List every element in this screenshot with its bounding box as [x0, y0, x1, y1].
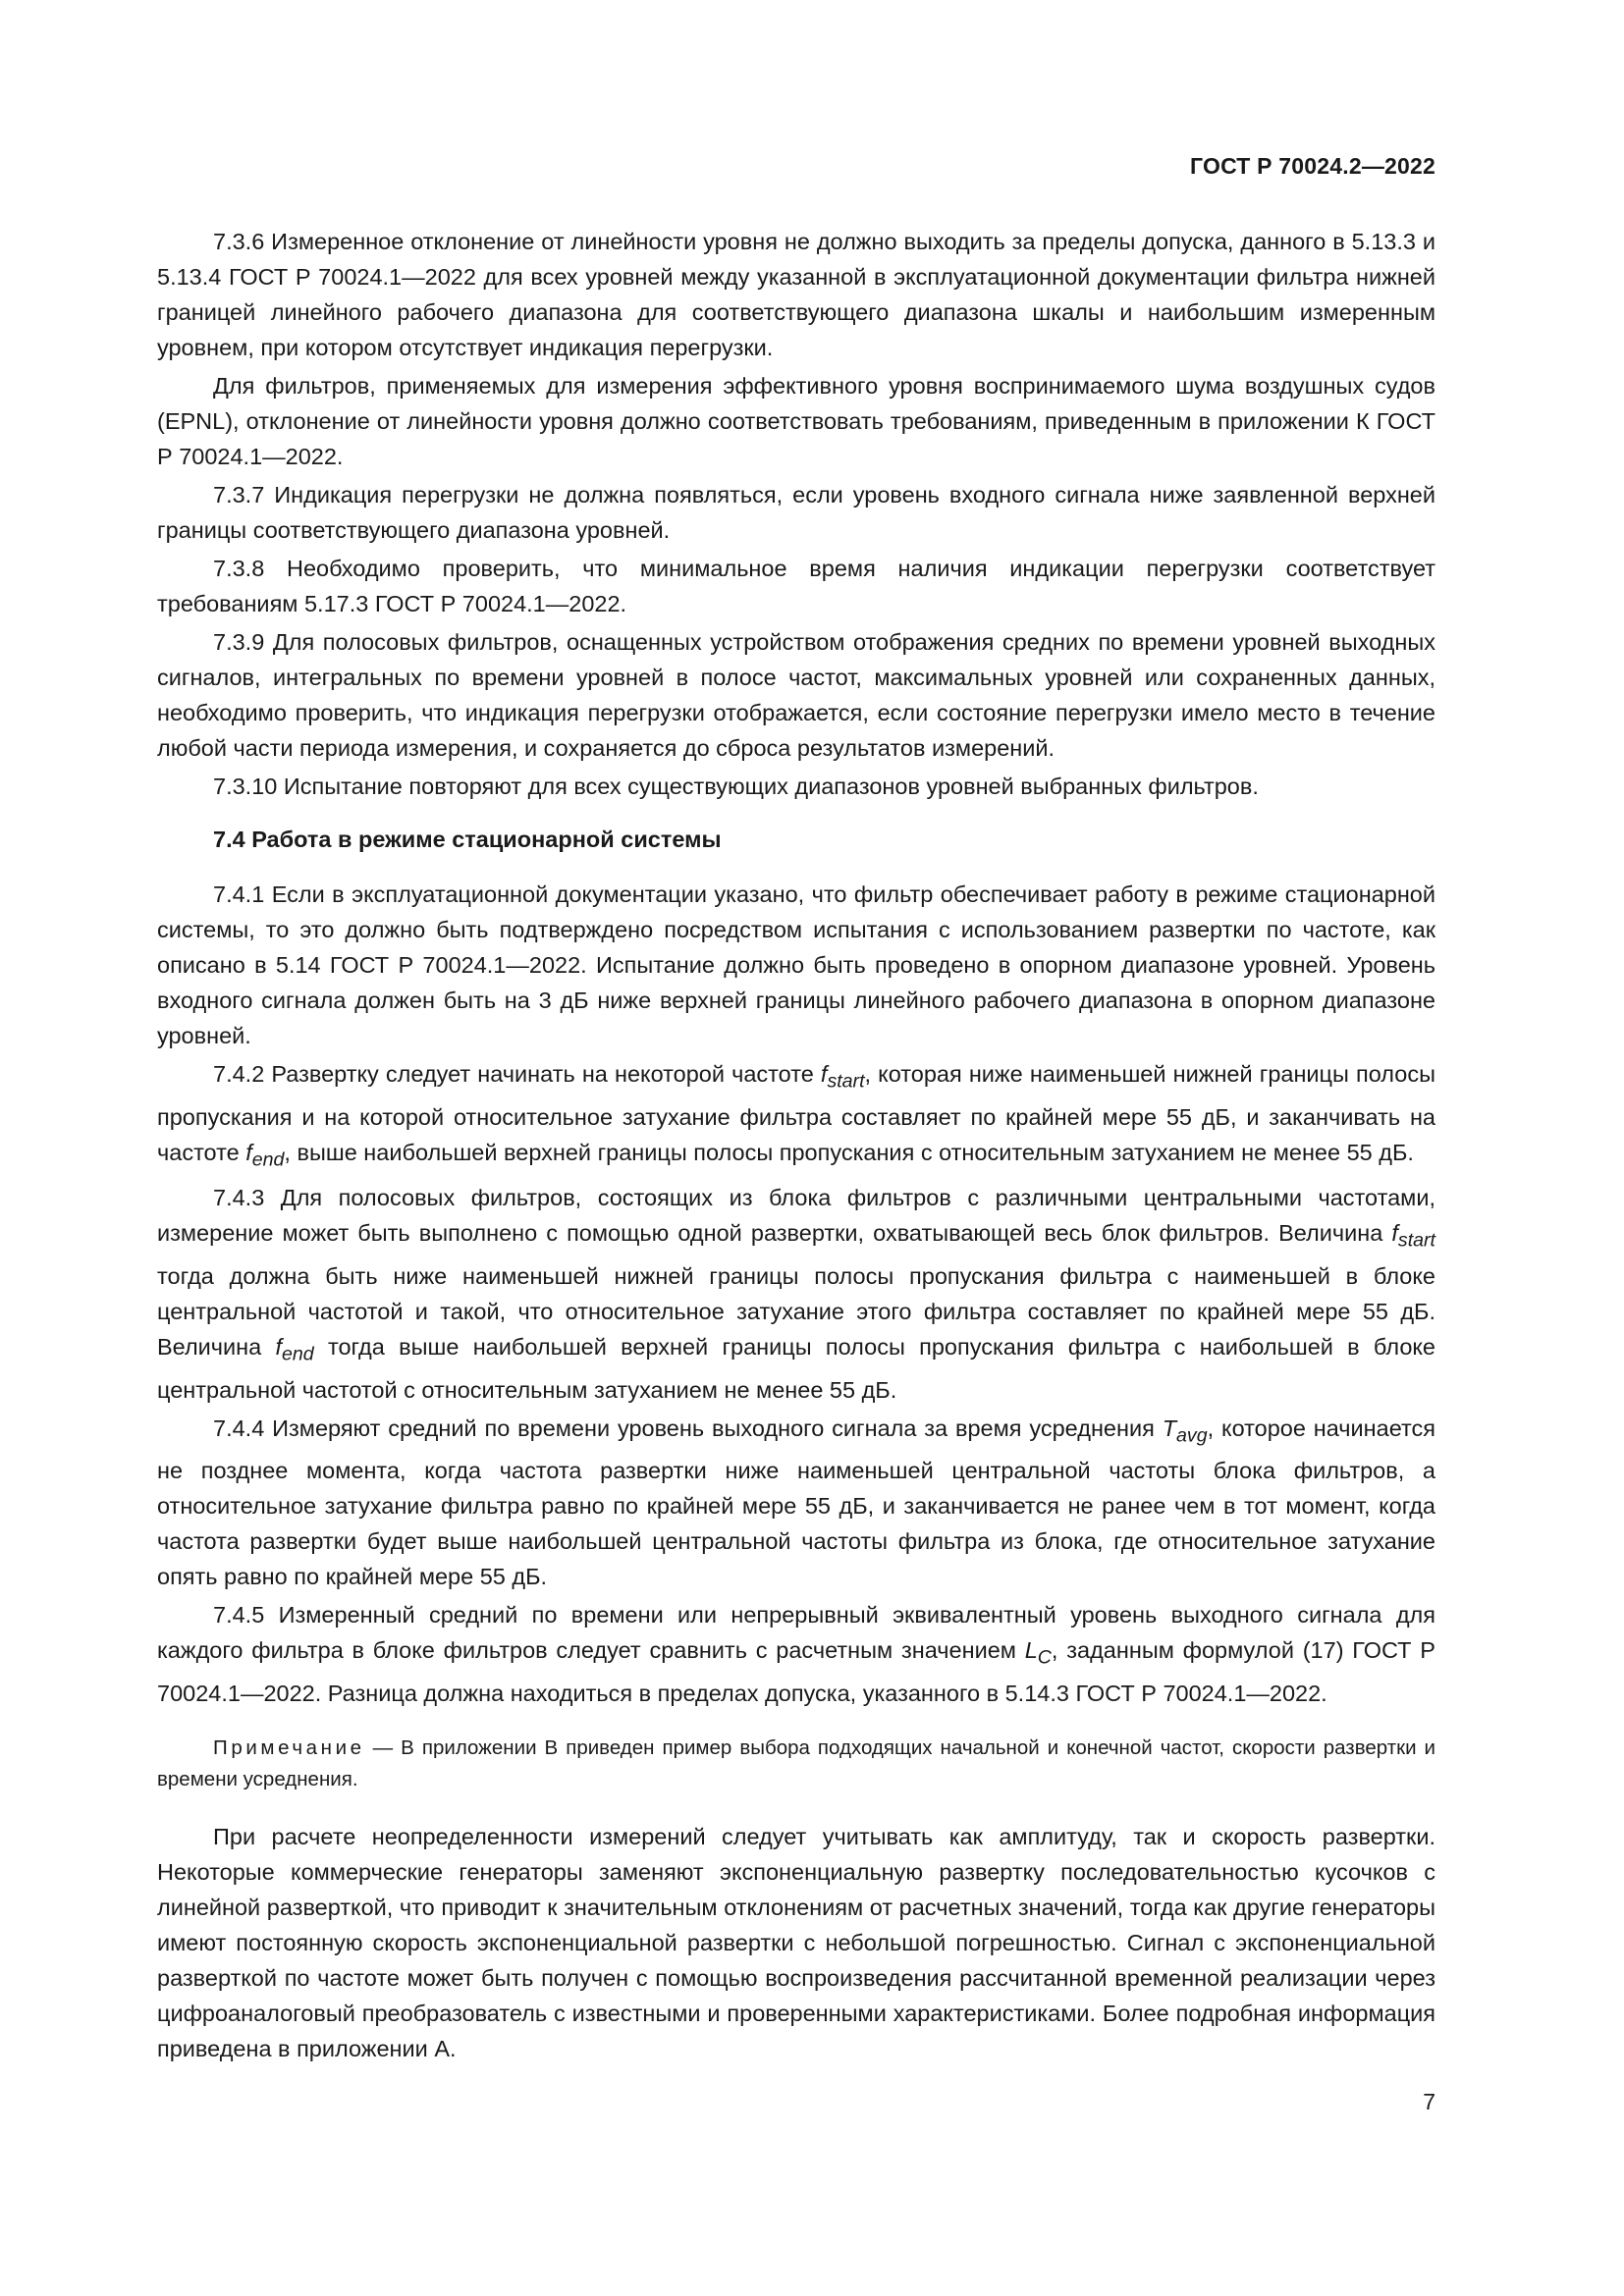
paragraph-7-4-2 [157, 1056, 1435, 1177]
symbol-f: f [245, 1139, 252, 1165]
paragraph-7-4-4 [157, 1411, 1435, 1595]
symbol-f: f [820, 1061, 828, 1087]
symbol-f: f [1391, 1220, 1398, 1247]
symbol-L: L [1024, 1637, 1038, 1664]
text-run: , которая ниже наименьшей нижней границы полосы пропускания и на которой относительное затухание фильтра составляет по крайней мере 55 дБ, и заканчивать на частоте [157, 1061, 1435, 1165]
subscript-start: start [827, 1070, 865, 1093]
paragraph-7-3-6: 7.3.6 Измеренное отклонение от линейности уровня не должно выходить за пределы допуска, данного в 5.13.3 и 5.13.4 ГОСТ Р 70024.1—2022 для всех уровней между указанной в эксплуатационной документации фильтра нижней границей линейного рабочего диапазона для соответствующего диапазона шкалы и наибольшим измеренным уровнем, при котором отсутствует индикация перегрузки. [157, 229, 1435, 360]
text-run: тогда должна быть ниже наименьшей нижней границы полосы пропускания фильтра с наименьшей в блоке центральной частотой и такой, что относительное затухание этого фильтра составляет по крайней мере 55 дБ. Величина [157, 1263, 1435, 1361]
text-run: 7.4.4 Измеряют средний по времени уровень выходного сигнала за время усреднения [213, 1415, 1163, 1441]
subscript-end: end [282, 1343, 314, 1365]
paragraph-final: При расчете неопределенности измерений следует учитывать как амплитуду, так и скорость развертки. Некоторые коммерческие генераторы заменяют экспоненциальную развертку последовательностью кусочков с линейной разверткой, что приводит к значительным отклонениям от расчетных значений, тогда как другие генераторы имеют постоянную скорость экспоненциальной развертки с небольшой погрешностью. Сигнал с экспоненциальной разверткой по частоте может быть получен с помощью воспроизведения рассчитанной временной реализации через цифроаналоговый преобразователь с известными и проверенными характеристиками. Более подробная информация приведена в приложении А. [157, 1824, 1435, 2062]
document-header: ГОСТ Р 70024.2—2022 [1190, 153, 1435, 179]
note-label: Примечание [213, 1736, 365, 1760]
paragraph-7-4-1: 7.4.1 Если в эксплуатационной документации указано, что фильтр обеспечивает работу в режиме стационарной системы, то это должно быть подтверждено посредством испытания с использованием развертки по частоте, как описано в 5.14 ГОСТ Р 70024.1—2022. Испытание должно быть проведено в опорном диапазоне уровней. Уровень входного сигнала должен быть на 3 дБ ниже верхней границы линейного рабочего диапазона в опорном диапазоне уровней. [157, 881, 1435, 1048]
subscript-end: end [251, 1148, 285, 1171]
paragraph-7-3-6-epnl: Для фильтров, применяемых для измерения эффективного уровня воспринимаемого шума воздушных судов (EPNL), отклонение от линейности уровня должно соответствовать требованиям, приведенным в приложении К ГОСТ Р 70024.1—2022. [157, 373, 1435, 469]
note [157, 1733, 1435, 1795]
paragraph-7-3-10: 7.3.10 Испытание повторяют для всех существующих диапазонов уровней выбранных фильтров. [213, 774, 1259, 799]
paragraph-7-3-7: 7.3.7 Индикация перегрузки не должна появляться, если уровень входного сигнала ниже заявленной верхней границы соответствующего диапазона уровней. [157, 482, 1435, 543]
document-body [157, 224, 1435, 2066]
text-run: , выше наибольшей верхней границы полосы пропускания с относительным затуханием не менее 55 дБ. [284, 1139, 1414, 1165]
subscript-start: start [1397, 1230, 1435, 1253]
text-run: 7.4.5 Измеренный средний по времени или непрерывный эквивалентный уровень выходного сигнала для каждого фильтра в блоке фильтров следует сравнить с расчетным значением [157, 1602, 1435, 1664]
text-run: 7.4.2 Развертку следует начинать на некоторой частоте [213, 1061, 821, 1087]
note-text: — В приложении В приведен пример выбора подходящих начальной и конечной частот, скорости развертки и времени усреднения. [157, 1736, 1435, 1791]
paragraph-7-3-9: 7.3.9 Для полосовых фильтров, оснащенных устройством отображения средних по времени уровней выходных сигналов, интегральных по времени уровней в полосе частот, максимальных уровней или сохраненных данных, необходимо проверить, что индикация перегрузки отображается, если состояние перегрузки имело место в течение любой части периода измерения, и сохраняется до сброса результатов измерений. [157, 629, 1435, 761]
text-run: 7.4.3 Для полосовых фильтров, состоящих из блока фильтров с различными центральными частотами, измерение может быть выполнено с помощью одной развертки, охватывающей весь блок фильтров. Величина [157, 1185, 1435, 1247]
text-run: тогда выше наибольшей верхней границы полосы пропускания фильтра с наибольшей в блоке центральной частотой с относительным затуханием не менее 55 дБ. [157, 1334, 1435, 1403]
section-heading-7-4: 7.4 Работа в режиме стационарной системы [213, 827, 722, 852]
subscript-C: C [1037, 1647, 1052, 1670]
paragraph-7-4-3 [157, 1180, 1435, 1407]
paragraph-7-3-8: 7.3.8 Необходимо проверить, что минимальное время наличия индикации перегрузки соответствует требованиям 5.17.3 ГОСТ Р 70024.1—2022. [157, 556, 1435, 616]
subscript-avg: avg [1176, 1424, 1208, 1447]
text-run: , которое начинается не позднее момента, когда частота развертки ниже наименьшей центральной частоты блока фильтров, а относительное затухание фильтра равно по крайней мере 55 дБ, и заканчивается не ранее чем в тот момент, когда частота развертки будет выше наибольшей центральной частоты фильтра из блока, где относительное затухание опять равно по крайней мере 55 дБ. [157, 1415, 1435, 1590]
page-number: 7 [1423, 2089, 1435, 2114]
text-run: , заданным формулой (17) ГОСТ Р 70024.1—2022. Разница должна находиться в пределах допуска, указанного в 5.14.3 ГОСТ Р 70024.1—2022. [157, 1637, 1435, 1707]
symbol-T: T [1162, 1415, 1177, 1441]
paragraph-7-4-5 [157, 1597, 1435, 1711]
symbol-f: f [275, 1334, 283, 1361]
